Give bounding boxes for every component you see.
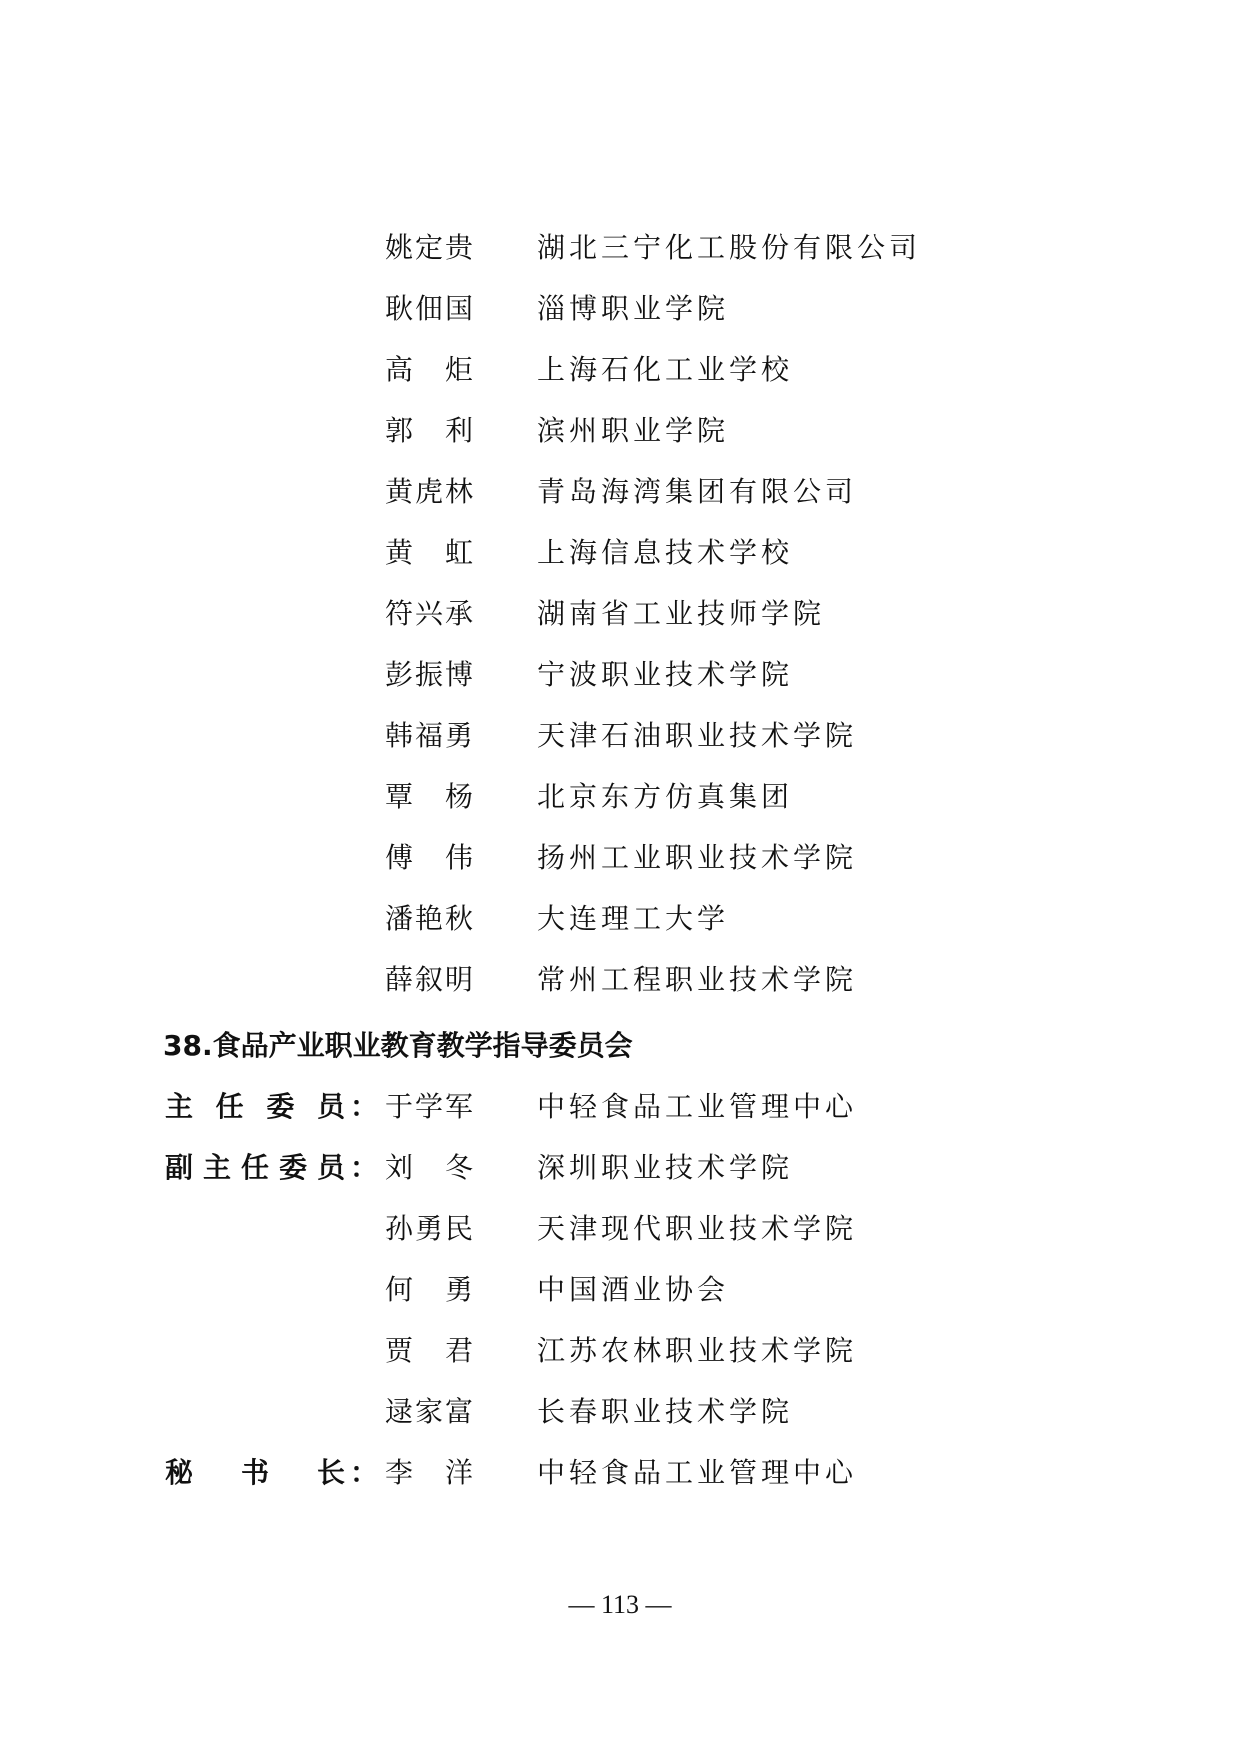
- member-org: 湖北三宁化工股份有限公司: [537, 231, 922, 264]
- member-name: 李 洋: [385, 1456, 473, 1489]
- member-org: 滨州职业学院: [537, 414, 730, 447]
- role-colon: ：: [350, 1456, 379, 1489]
- section-heading: 38.食品产业职业教育教学指导委员会: [163, 1029, 633, 1062]
- member-org: 扬州工业职业技术学院: [537, 841, 858, 874]
- member-name: 何 勇: [385, 1273, 473, 1306]
- page-number: — 113 —: [568, 1590, 672, 1619]
- member-name: 黄 虎 林: [385, 475, 473, 508]
- member-name: 潘 艳 秋: [385, 902, 473, 935]
- member-name: 覃 杨: [385, 780, 473, 813]
- member-org: 上海石化工业学校: [537, 353, 794, 386]
- member-name: 贾 君: [385, 1334, 473, 1367]
- role-label: [165, 1148, 380, 1188]
- member-name: 韩 福 勇: [385, 719, 473, 752]
- role-colon: ：: [350, 1151, 379, 1184]
- member-name: 高 炬: [385, 353, 473, 386]
- member-name: 姚 定 贵: [385, 231, 473, 264]
- member-name: 耿 佃 国: [385, 292, 473, 325]
- member-name: 黄 虹: [385, 536, 473, 569]
- member-name: 符 兴 承: [385, 597, 473, 630]
- member-name: 傅 伟: [385, 841, 473, 874]
- member-name: 逯 家 富: [385, 1395, 473, 1428]
- member-name: 孙 勇 民: [385, 1212, 473, 1245]
- member-name: 郭 利: [385, 414, 473, 447]
- member-org: 青岛海湾集团有限公司: [537, 475, 858, 508]
- member-org: 中轻食品工业管理中心: [537, 1456, 858, 1489]
- member-org: 天津石油职业技术学院: [537, 719, 858, 752]
- member-name: 于 学 军: [385, 1090, 473, 1123]
- role-label: [165, 1087, 380, 1127]
- member-org: 北京东方仿真集团: [537, 780, 794, 813]
- role-colon: ：: [350, 1090, 379, 1123]
- member-org: 江苏农林职业技术学院: [537, 1334, 858, 1367]
- member-org: 湖南省工业技师学院: [537, 597, 826, 630]
- role-label: [165, 1453, 380, 1493]
- member-org: 淄博职业学院: [537, 292, 730, 325]
- member-org: 深圳职业技术学院: [537, 1151, 794, 1184]
- member-org: 中轻食品工业管理中心: [537, 1090, 858, 1123]
- role-text: 主 任 委 员: [165, 1090, 345, 1123]
- member-org: 宁波职业技术学院: [537, 658, 794, 691]
- member-org: 天津现代职业技术学院: [537, 1212, 858, 1245]
- member-name: 刘 冬: [385, 1151, 473, 1184]
- role-text: 秘 书 长: [165, 1456, 345, 1489]
- member-org: 大连理工大学: [537, 902, 730, 935]
- member-org: 常州工程职业技术学院: [537, 963, 858, 996]
- member-name: 薛 叙 明: [385, 963, 473, 996]
- member-org: 中国酒业协会: [537, 1273, 730, 1306]
- member-org: 长春职业技术学院: [537, 1395, 794, 1428]
- member-org: 上海信息技术学校: [537, 536, 794, 569]
- member-name: 彭 振 博: [385, 658, 473, 691]
- role-text: 副 主 任 委 员: [165, 1151, 345, 1184]
